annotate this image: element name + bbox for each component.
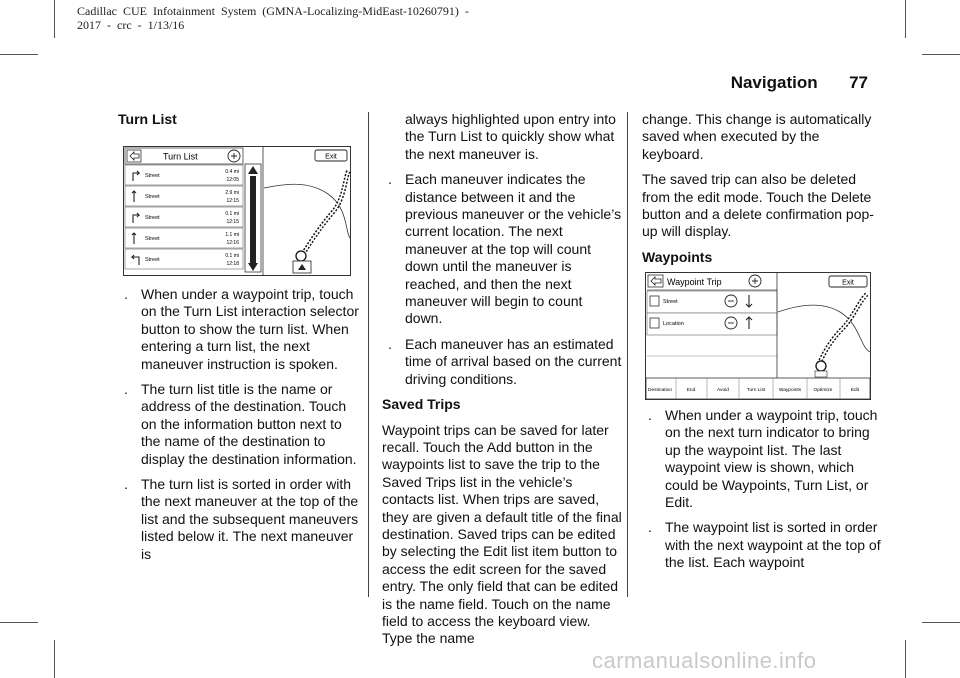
- section-header: [700, 73, 868, 93]
- column-1: [118, 111, 358, 136]
- page-number: 77: [849, 73, 868, 92]
- continued-text: always highlighted upon entry into the Turn List to quickly show what the next maneuver is.: [405, 111, 616, 162]
- avoid-label: Avoid: [717, 388, 729, 393]
- row-checkbox[interactable]: [650, 318, 659, 328]
- row-time: 12:18: [226, 261, 239, 267]
- row-distance: 0.4 mi: [225, 169, 239, 175]
- table-row[interactable]: [125, 165, 243, 185]
- exit-button[interactable]: [829, 276, 867, 287]
- bullet-item: . The turn list is sorted in order with the next maneuver at the top of the list and the subsequent maneuvers listed below it. The next maneuver is: [124, 476, 359, 562]
- table-row[interactable]: [125, 207, 243, 227]
- row-street: Street: [145, 257, 160, 263]
- list-item[interactable]: [647, 291, 777, 313]
- end-label: End: [686, 388, 696, 393]
- crop-mark: [54, 0, 55, 38]
- destination-button[interactable]: [648, 387, 672, 393]
- row-distance: 2.9 mi: [225, 190, 239, 196]
- row-time: 12:15: [226, 219, 239, 225]
- column-divider: [368, 112, 369, 597]
- continued-text: change. This change is automatically saved when executed by the keyboard.: [642, 111, 872, 162]
- row-street: Street: [145, 215, 160, 221]
- row-label: Street: [663, 299, 678, 305]
- vehicle-position-icon: [296, 251, 306, 261]
- crop-mark: [0, 622, 38, 623]
- row-distance: 1.1 mi: [225, 232, 239, 238]
- bullet-text: Each maneuver indicates the distance between it and the previous maneuver or the vehicle’s current location. The next maneuver at the top will count down until the maneuver is reached, and then the next maneuver will begin to count down.: [405, 171, 622, 327]
- row-street: Street: [145, 173, 160, 179]
- avoid-button[interactable]: [717, 387, 729, 393]
- end-button[interactable]: [687, 387, 696, 393]
- row-label: Location: [663, 321, 684, 327]
- document-meta: [77, 4, 469, 32]
- turn-list-title: Turn List: [163, 151, 198, 162]
- scroll-track[interactable]: [250, 176, 256, 264]
- doc-meta-line2: 2017 - crc - 1/13/16: [77, 18, 185, 32]
- bullet-item: . When under a waypoint trip, touch on the next turn indicator to bring up the waypoint list. The last waypoint view is shown, which could be Waypoints, Turn List, or Edit.: [648, 407, 878, 511]
- waypoint-trip-screen: [645, 272, 871, 400]
- saved-trips-text: Waypoint trips can be saved for later recall. Touch the Add button in the waypoints list to save the trip to the Saved Trips list in the vehicle’s contacts list. When trips are saved, they are given a default title of the final destination. Saved trips can be edited by selecting the Edit list item button to access the edit screen for the saved entry. The only field that can be edited is the name field. Touch on the name field to access the keyboard view. Type the name: [382, 421, 622, 647]
- crop-mark: [922, 54, 960, 55]
- destination-label: Destination: [648, 388, 672, 393]
- row-distance: 0.1 mi: [225, 211, 239, 217]
- bullet-text: Each maneuver has an estimated time of arrival based on the current driving conditions.: [405, 335, 622, 387]
- waypoint-trip-title: Waypoint Trip: [667, 277, 722, 287]
- bullet-text: The turn list is sorted in order with the next maneuver at the top of the list and the subsequent maneuvers listed below it. The next maneuver is: [141, 476, 359, 562]
- bullet-item: . The turn list title is the name or address of the destination. Touch on the information button next to the name of the destination to display the destination information.: [124, 381, 357, 467]
- bullet-text: When under a waypoint trip, touch on the Turn List interaction selector button to show the turn list. When entering a turn list, the next maneuver instruction is spoken.: [141, 286, 359, 372]
- bullet-text: The turn list title is the name or address of the destination. Touch on the information button next to the name of the destination to display the destination information.: [141, 381, 357, 467]
- optimize-label: Optimize: [813, 388, 833, 393]
- turn-list-heading: Turn List: [118, 111, 177, 127]
- column-2: [382, 111, 622, 656]
- table-row[interactable]: [125, 186, 243, 206]
- edit-button[interactable]: [851, 387, 860, 393]
- section-title: Navigation: [730, 73, 818, 92]
- edit-label: Edit: [850, 388, 860, 393]
- bullet-item: . Each maneuver has an estimated time of arrival based on the current driving conditions.: [388, 335, 622, 387]
- interaction-selector-bar: [646, 378, 870, 399]
- waypoints-label: Waypoints: [778, 388, 802, 393]
- table-row[interactable]: [125, 249, 243, 269]
- saved-trips-heading: Saved Trips: [382, 396, 461, 413]
- turn-list-button[interactable]: [747, 387, 766, 393]
- waypoints-button[interactable]: [779, 387, 802, 393]
- waypoints-heading: Waypoints: [642, 248, 713, 265]
- crop-mark: [54, 640, 55, 678]
- watermark: carmanualsonline.info: [592, 648, 817, 673]
- bullet-item: . Each maneuver indicates the distance between it and the previous maneuver or the vehicle’s current location. The next maneuver at the top will count down until the maneuver is reached, and then the next maneuver will begin to count down.: [388, 171, 622, 327]
- row-time: 12:16: [226, 240, 239, 246]
- crop-mark: [922, 622, 960, 623]
- bullet-text: When under a waypoint trip, touch on the next turn indicator to bring up the waypoint list. The last waypoint view is shown, which could be Waypoints, Turn List, or Edit.: [665, 407, 878, 511]
- row-street: Street: [145, 236, 160, 242]
- column-1-bullets: [118, 286, 363, 571]
- row-checkbox[interactable]: [650, 296, 659, 306]
- exit-label: Exit: [325, 153, 337, 161]
- doc-meta-line1: Cadillac CUE Infotainment System (GMNA-Localizing-MidEast-10260791) -: [77, 4, 469, 18]
- column-3: [642, 111, 882, 274]
- row-street: Street: [145, 194, 160, 200]
- crop-mark: [905, 640, 906, 678]
- vehicle-position-icon: [816, 361, 826, 371]
- column-divider: [627, 112, 628, 597]
- table-row[interactable]: [125, 228, 243, 248]
- delete-paragraph: The saved trip can also be deleted from the edit mode. Touch the Delete button and a delete confirmation pop-up will display.: [642, 171, 874, 240]
- row-time: 12:05: [226, 177, 239, 183]
- row-time: 12:15: [226, 198, 239, 204]
- exit-button[interactable]: [315, 150, 347, 161]
- turn-list-label: Turn List: [746, 388, 766, 393]
- crop-mark: [905, 0, 906, 38]
- crop-mark: [0, 54, 38, 55]
- optimize-button[interactable]: [814, 387, 833, 393]
- row-distance: 0.1 mi: [225, 253, 239, 259]
- bullet-item: . The waypoint list is sorted in order with the next waypoint at the top of the list. Each waypoint: [648, 519, 881, 571]
- exit-label: Exit: [842, 279, 854, 287]
- turn-list-screen: [123, 146, 351, 276]
- bullet-item: . When under a waypoint trip, touch on the Turn List interaction selector button to show the turn list. When entering a turn list, the next maneuver instruction is spoken.: [124, 286, 359, 372]
- list-item[interactable]: [647, 313, 777, 335]
- bullet-text: The waypoint list is sorted in order with the next waypoint at the top of the list. Each waypoint: [665, 519, 881, 571]
- column-3-bullets: [642, 407, 882, 580]
